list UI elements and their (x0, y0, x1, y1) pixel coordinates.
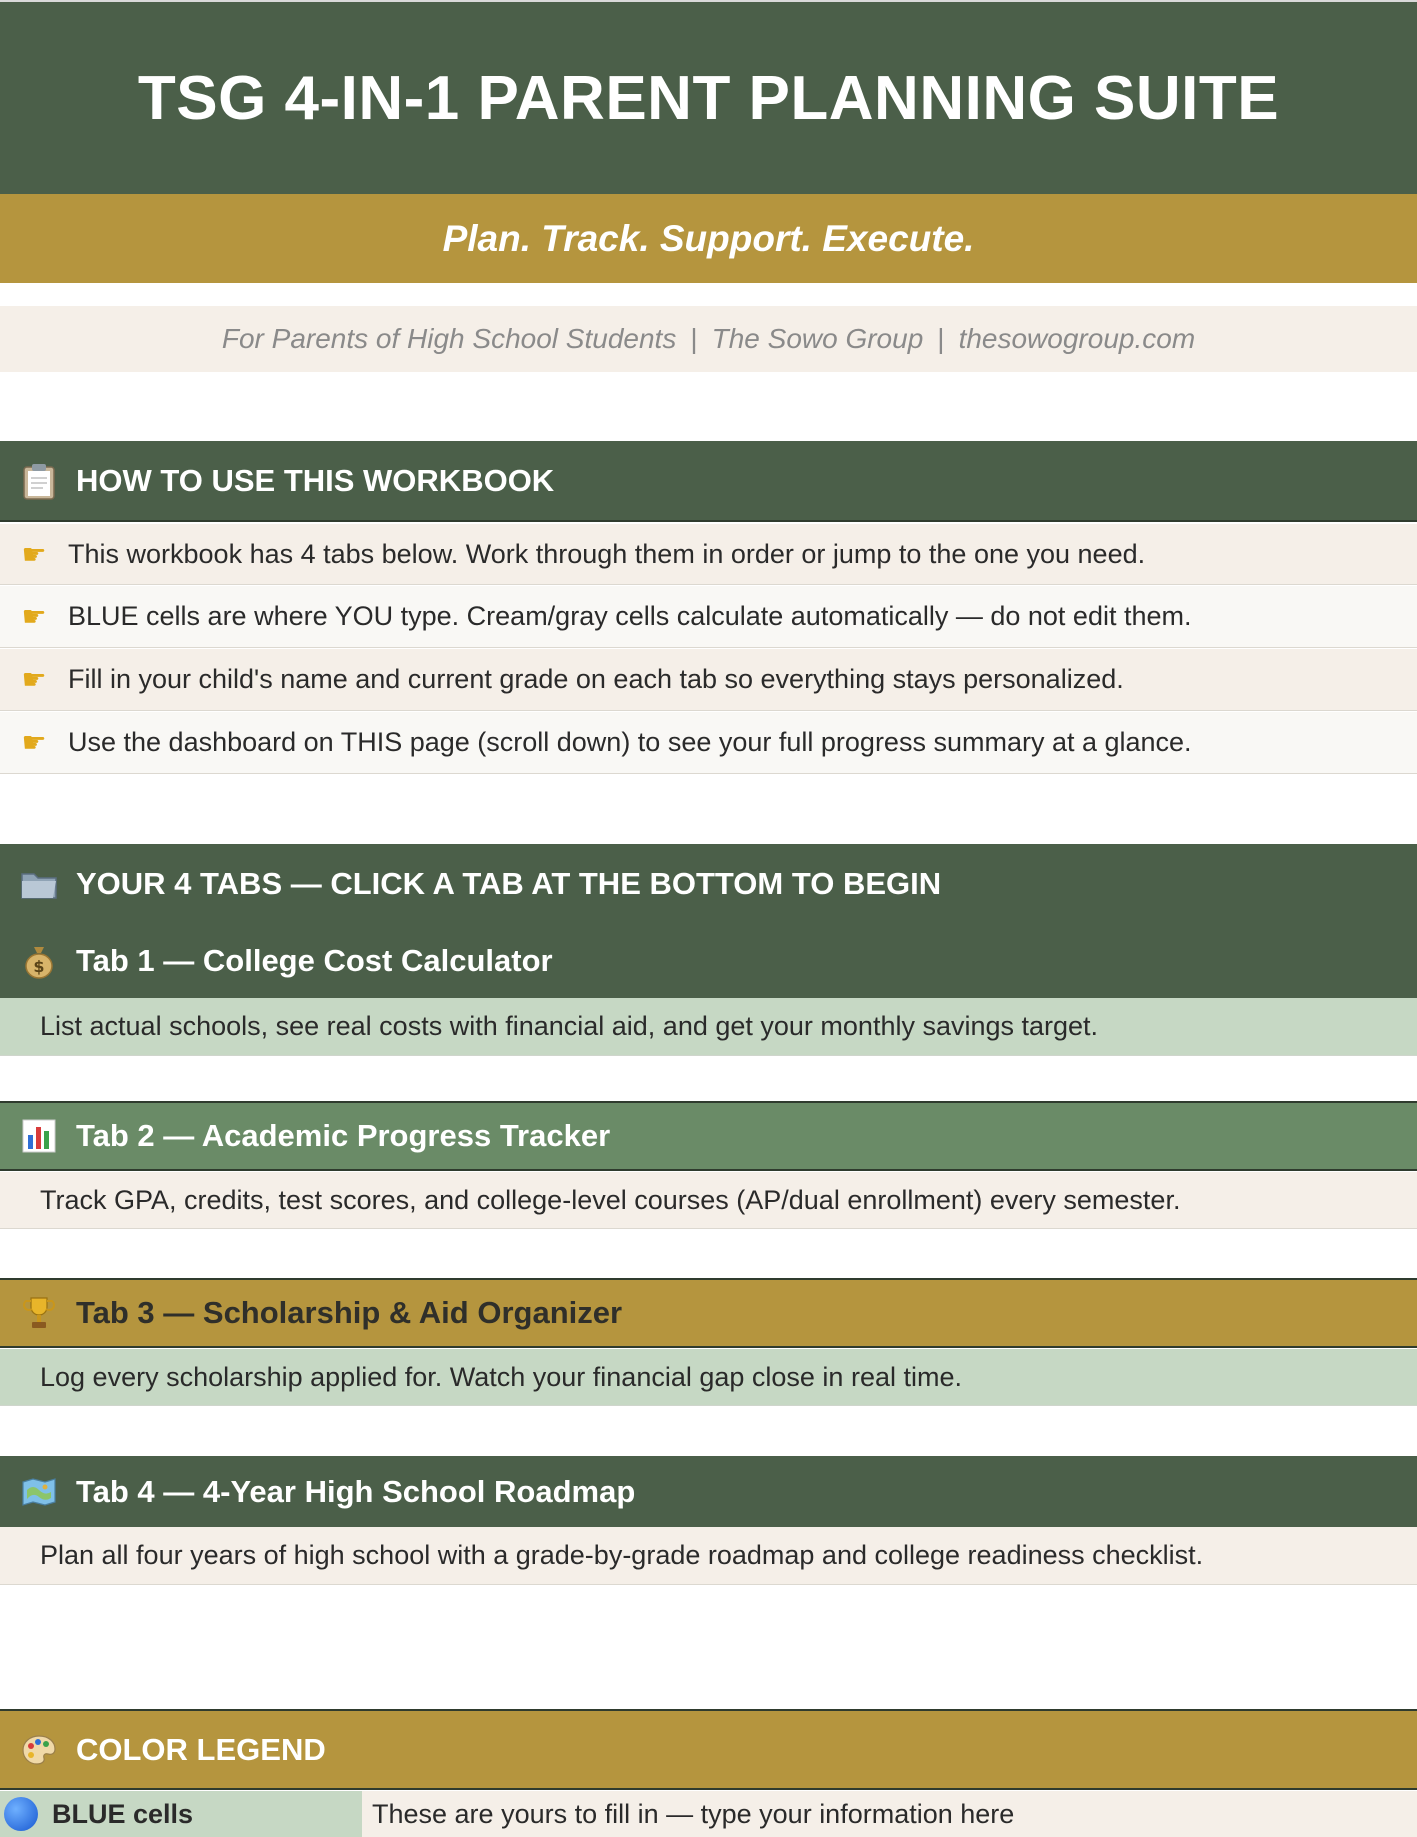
tab-4-description (0, 1527, 1417, 1585)
tab-2-description (0, 1172, 1417, 1229)
legend-swatch-cell (0, 1791, 362, 1837)
pointing-hand-icon: ☛ (21, 538, 47, 570)
svg-text:$: $ (33, 957, 45, 976)
credit-website[interactable]: thesowogroup.com (958, 323, 1196, 354)
tip-text: This workbook has 4 tabs below. Work through them in order or jump to the one you need. (68, 538, 1146, 569)
credit-company: The Sowo Group (711, 323, 924, 354)
legend-desc: These are yours to fill in — type your information here (372, 1798, 1015, 1829)
page-title: TSG 4-IN-1 PARENT PLANNING SUITE (137, 63, 1280, 133)
how-to-title: HOW TO USE THIS WORKBOOK (76, 462, 555, 498)
tip-text: Use the dashboard on THIS page (scroll down) to see your full progress summary at a glance. (68, 727, 1192, 757)
tab-1-title: Tab 1 — College Cost Calculator (76, 943, 553, 978)
pointing-hand-icon: ☛ (21, 601, 47, 632)
tab-4-header[interactable] (0, 1456, 1417, 1527)
legend-title: COLOR LEGEND (76, 1731, 326, 1767)
map-icon (18, 1476, 60, 1508)
pointing-hand-icon: ☛ (21, 664, 47, 695)
tabs-section-title: YOUR 4 TABS — CLICK A TAB AT THE BOTTOM TO BEGIN (76, 866, 942, 901)
legend-row (0, 1791, 1417, 1837)
tip-row (0, 649, 1417, 711)
legend-description-cell (362, 1791, 1417, 1837)
blue-circle-icon (4, 1797, 38, 1831)
tagline: Plan. Track. Support. Execute. (442, 217, 975, 259)
title-band (0, 0, 1417, 194)
pointing-hand-icon: ☛ (21, 727, 47, 758)
tabs-section-header (0, 844, 1417, 998)
tab-1-header[interactable] (0, 924, 1417, 998)
tab-desc-text: Log every scholarship applied for. Watch your financial gap close in real time. (40, 1361, 962, 1392)
tip-text: Fill in your child's name and current grade on each tab so everything stays personalized. (68, 664, 1124, 694)
tab-desc-text: Track GPA, credits, test scores, and college-level courses (AP/dual enrollment) every semester. (40, 1184, 1181, 1215)
tab-2-header[interactable] (0, 1101, 1417, 1171)
folder-icon (18, 868, 60, 900)
tip-row (0, 712, 1417, 774)
tagline-band (0, 194, 1417, 283)
tip-row (0, 524, 1417, 585)
tab-3-header[interactable] (0, 1278, 1417, 1348)
credit-audience: For Parents of High School Students (221, 323, 677, 354)
legend-header (0, 1709, 1417, 1790)
credit-separator: | (937, 323, 945, 354)
legend-label: BLUE cells (52, 1798, 194, 1829)
trophy-icon (18, 1295, 60, 1331)
money-bag-icon (18, 943, 60, 979)
tip-row (0, 586, 1417, 648)
tab-3-title: Tab 3 — Scholarship & Aid Organizer (76, 1295, 623, 1330)
palette-icon (18, 1734, 60, 1766)
tab-1-description (0, 998, 1417, 1056)
how-to-header (0, 441, 1417, 522)
clipboard-icon (18, 462, 60, 500)
bar-chart-icon (18, 1119, 60, 1153)
tab-desc-text: Plan all four years of high school with a grade-by-grade roadmap and college readiness checklist. (40, 1540, 1204, 1570)
tab-2-title: Tab 2 — Academic Progress Tracker (76, 1118, 611, 1153)
tip-text: BLUE cells are where YOU type. Cream/gray cells calculate automatically — do not edit them. (68, 601, 1192, 631)
tab-3-description (0, 1349, 1417, 1406)
credit-line (0, 306, 1417, 372)
tab-4-title: Tab 4 — 4-Year High School Roadmap (76, 1473, 636, 1509)
tabs-section-title-row (0, 844, 1417, 924)
tab-desc-text: List actual schools, see real costs with financial aid, and get your monthly savings target. (40, 1011, 1099, 1041)
credit-separator: | (690, 323, 698, 354)
